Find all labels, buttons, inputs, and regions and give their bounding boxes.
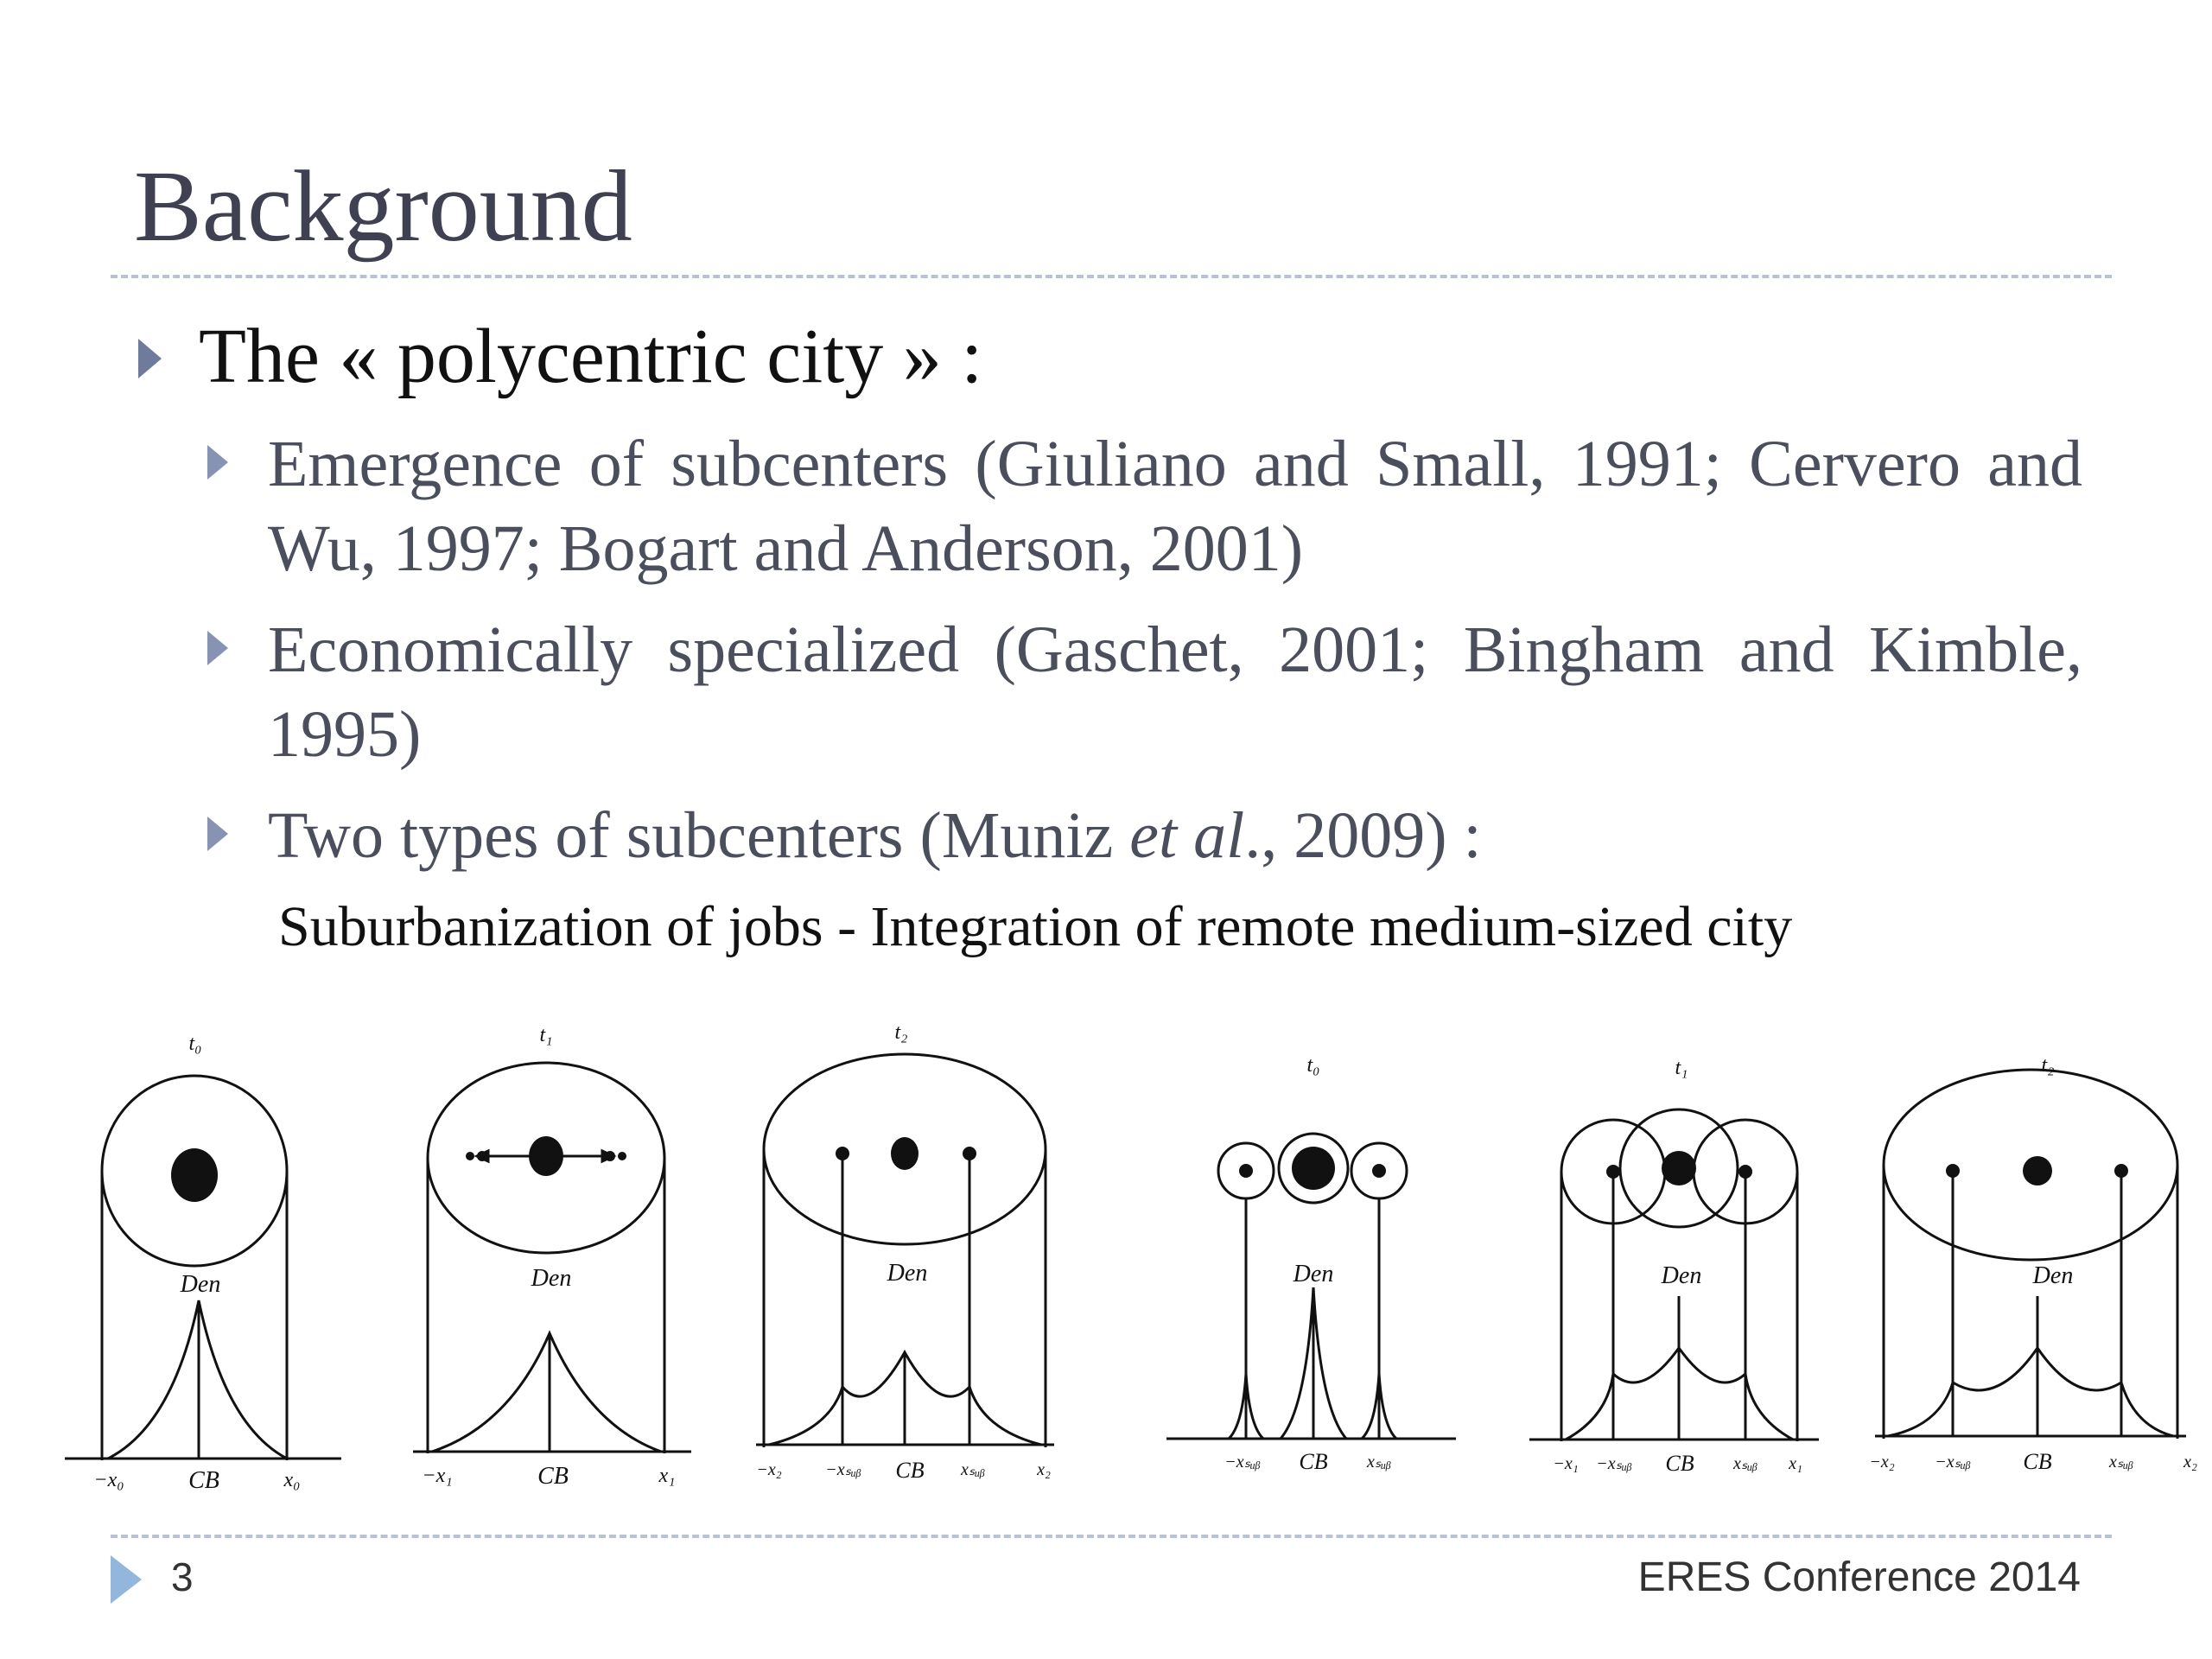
panel-5-tick-label: −xₛᵤᵦ xyxy=(1596,1454,1632,1473)
panel-3-den-label: Den xyxy=(887,1260,928,1287)
footer-divider xyxy=(111,1535,2112,1538)
panel-2-den-label: Den xyxy=(531,1265,572,1292)
panel-1-tick-label: x₀ xyxy=(283,1469,301,1491)
panel-1 xyxy=(65,1076,341,1460)
panel-2 xyxy=(413,1063,691,1453)
conference-label: ERES Conference 2014 xyxy=(1637,1554,2081,1600)
panel-5-tick-label: xₛᵤᵦ xyxy=(1733,1454,1758,1473)
panel-6-tick-label: x₂ xyxy=(2183,1452,2197,1471)
panel-6-tick-label: −x₂ xyxy=(1869,1452,1895,1471)
panel-3-tick-label: −x₂ xyxy=(756,1460,782,1479)
panel-3-time-label: t₂ xyxy=(894,1021,908,1044)
bullet-triangle-icon xyxy=(138,339,162,378)
panel-5-den-label: Den xyxy=(1661,1262,1702,1289)
panel-6 xyxy=(1875,1070,2186,1439)
page-number: 3 xyxy=(171,1554,194,1599)
panel-1-tick-label: −x₀ xyxy=(93,1469,124,1491)
subcenter-types-line: Suburbanization of jobs - Integration of remote medium-sized city xyxy=(278,895,1793,958)
panel-3 xyxy=(756,1054,1054,1447)
panel-6-tick-label: xₛᵤᵦ xyxy=(2109,1452,2133,1471)
panel-4-tick-label: xₛᵤᵦ xyxy=(1367,1452,1391,1471)
bullet-triangle-icon xyxy=(207,631,228,665)
panel-6-den-label: Den xyxy=(2032,1262,2074,1289)
panel-3-tick-label: xₛᵤᵦ xyxy=(961,1460,985,1479)
bullet-two-types: Two types of subcenters (Muniz et al., 2009) : xyxy=(268,799,1482,872)
panel-2-tick-label: x₁ xyxy=(658,1465,676,1487)
panel-5-tick-label: −x₁ xyxy=(1553,1454,1579,1473)
density-figure xyxy=(52,1020,2212,1503)
panel-5-time-label: t₁ xyxy=(1675,1057,1688,1079)
panel-5-tick-label: CB xyxy=(1665,1451,1694,1476)
panel-4-time-label: t₀ xyxy=(1306,1054,1320,1077)
level1-bullet-text: The « polycentric city » : xyxy=(199,314,983,399)
panel-5-tick-label: x₁ xyxy=(1789,1454,1802,1473)
panel-2-time-label: t₁ xyxy=(539,1024,553,1046)
panel-3-tick-label: x₂ xyxy=(1037,1460,1051,1479)
bullet-triangle-icon xyxy=(207,445,228,480)
bullet-specialized: Economically specialized (Gaschet, 2001; Bingham and Kimble, 1995) xyxy=(268,613,2082,771)
panel-6-tick-label: CB xyxy=(2023,1449,2052,1474)
panel-4-tick-label: −xₛᵤᵦ xyxy=(1224,1452,1261,1471)
title-divider xyxy=(111,275,2112,278)
bullet-emergence: Emergence of subcenters (Giuliano and Small, 1991; Cervero and Wu, 1997; Bogart and Anderson, 2001) xyxy=(268,428,2082,585)
panel-6-tick-label: −xₛᵤᵦ xyxy=(1935,1452,1971,1471)
panel-4-tick-label: CB xyxy=(1299,1449,1328,1474)
bullet-triangle-icon xyxy=(207,817,228,851)
panel-1-time-label: t₀ xyxy=(188,1033,202,1055)
panel-2-tick-label: CB xyxy=(537,1463,569,1490)
slide-title: Background xyxy=(134,149,632,263)
panel-1-tick-label: CB xyxy=(188,1467,219,1494)
panel-3-tick-label: −xₛᵤᵦ xyxy=(825,1460,861,1479)
panel-6-time-label: t₂ xyxy=(2041,1054,2055,1077)
panel-1-den-label: Den xyxy=(180,1271,221,1298)
panel-3-tick-label: CB xyxy=(895,1458,925,1483)
panel-4-den-label: Den xyxy=(1293,1261,1334,1287)
panel-2-tick-label: −x₁ xyxy=(422,1465,453,1487)
footer-triangle-icon xyxy=(111,1555,142,1604)
